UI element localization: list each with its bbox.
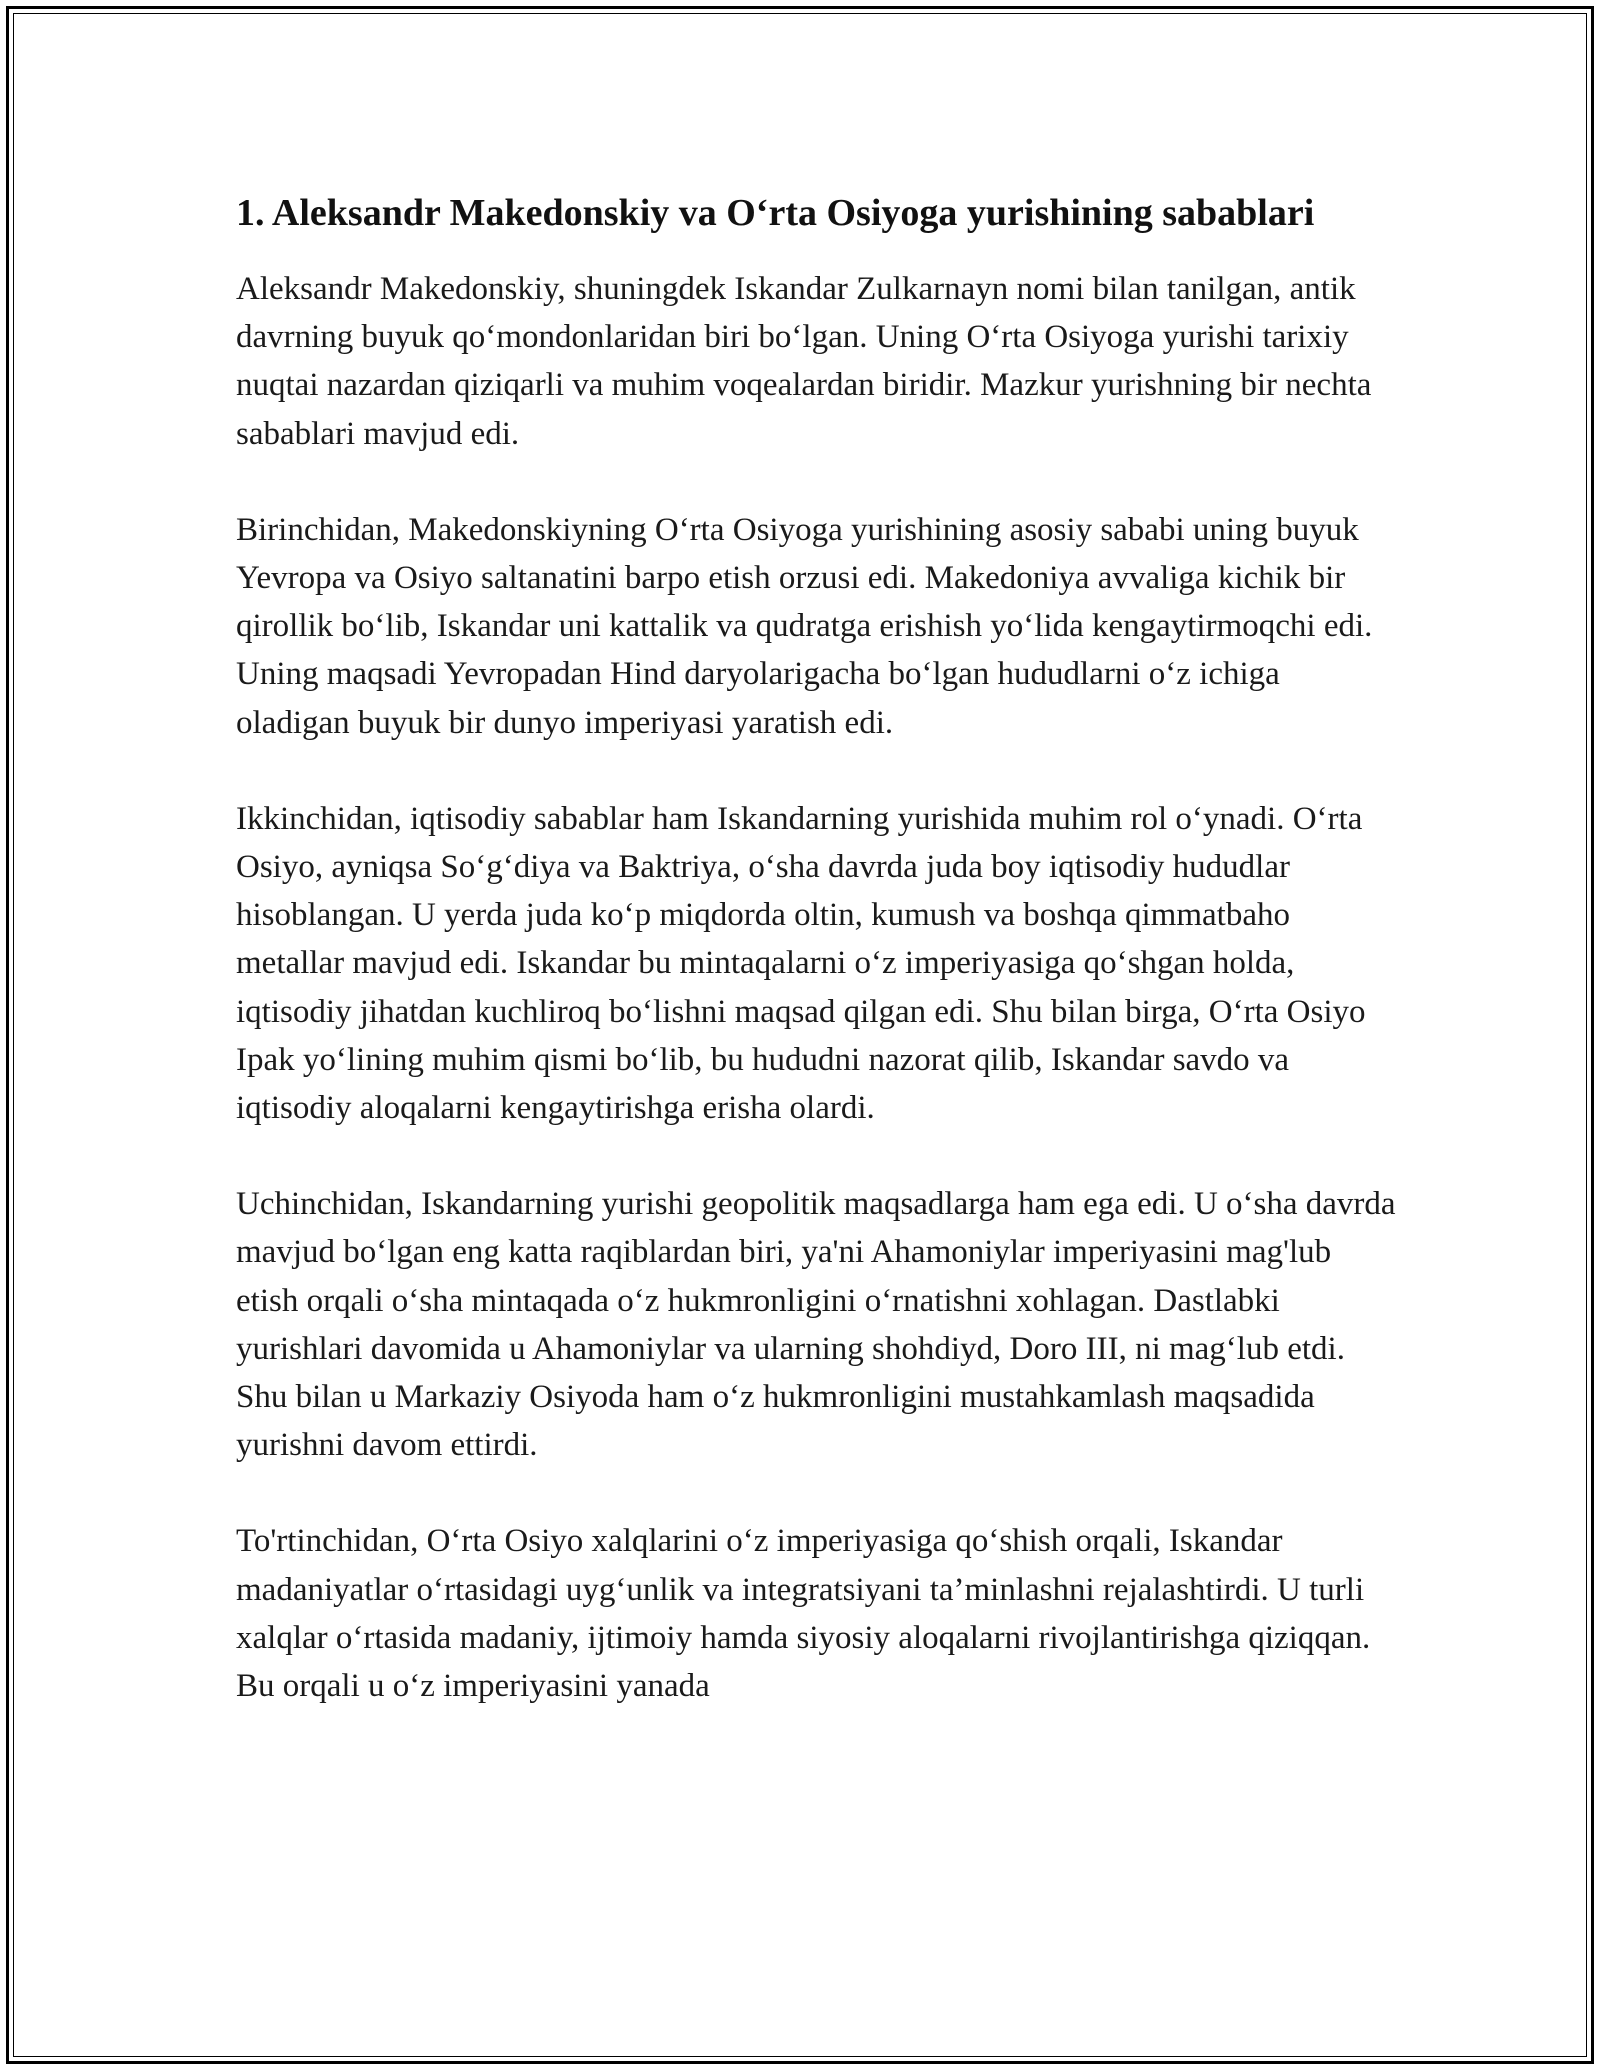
paragraph-third-reason: Uchinchidan, Iskandarning yurishi geopolitik maqsadlarga ham ega edi. U o‘sha davrda mavjud bo‘lgan eng katta raqiblardan biri, ya'ni Ahamoniylar imperiyasini mag'lub etish orqali o‘sha mintaqada o‘z hukmronligini o‘rnatishni xohlagan. Dastlabki yurishlari davomida u Ahamoniylar va ularning shohdiyd, Doro III, ni mag‘lub etdi. Shu bilan u Markaziy Osiyoda ham o‘z hukmronligini mustahkamlash maqsadida yurishni davom ettirdi.: [236, 1186, 1396, 1464]
paragraph-fourth-reason: To'rtinchidan, O‘rta Osiyo xalqlarini o‘z imperiyasiga qo‘shish orqali, Iskandar madaniyatlar o‘rtasidagi uyg‘unlik va integratsiyani ta’minlashni rejalashtirdi. U turli xalqlar o‘rtasida madaniy, ijtimoiy hamda siyosiy aloqalarni rivojlantirishga qiziqqan. Bu orqali u o‘z imperiyasini yanada: [236, 1523, 1371, 1705]
paragraph-second-reason: Ikkinchidan, iqtisodiy sabablar ham Iskandarning yurishida muhim rol o‘ynadi. O‘rta Osiyo, ayniqsa So‘g‘diya va Baktriya, o‘sha davrda juda boy iqtisodiy hududlar hisoblangan. U yerda juda ko‘p miqdorda oltin, kumush va boshqa qimmatbaho metallar mavjud edi. Iskandar bu mintaqalarni o‘z imperiyasiga qo‘shgan holda, iqtisodiy jihatdan kuchliroq bo‘lishni maqsad qilgan edi. Shu bilan birga, O‘rta Osiyo Ipak yo‘lining muhim qismi bo‘lib, bu hududni nazorat qilib, Iskandar savdo va iqtisodiy aloqalarni kengaytirishga erisha olardi.: [236, 800, 1366, 1127]
paragraph-intro: Aleksandr Makedonskiy, shuningdek Iskandar Zulkarnayn nomi bilan tanilgan, antik davrning buyuk qo‘mondonlaridan biri bo‘lgan. Uning O‘rta Osiyoga yurishi tarixiy nuqtai nazardan qiziqarli va muhim voqealardan biridir. Mazkur yurishning bir nechta sabablari mavjud edi.: [236, 271, 1372, 452]
document-title: 1. Aleksandr Makedonskiy va O‘rta Osiyoga yurishining sabablari: [236, 192, 1315, 234]
paragraph-first-reason: Birinchidan, Makedonskiyning O‘rta Osiyoga yurishining asosiy sababi uning buyuk Yevropa va Osiyo saltanatini barpo etish orzusi edi. Makedoniya avvaliga kichik bir qirollik bo‘lib, Iskandar uni kattalik va qudratga erishish yo‘lida kengaytirmoqchi edi. Uning maqsadi Yevropadan Hind daryolarigacha bo‘lgan hududlarni o‘z ichiga oladigan buyuk bir dunyo imperiyasi yaratish edi.: [236, 511, 1373, 741]
document-body: [236, 186, 1396, 1758]
